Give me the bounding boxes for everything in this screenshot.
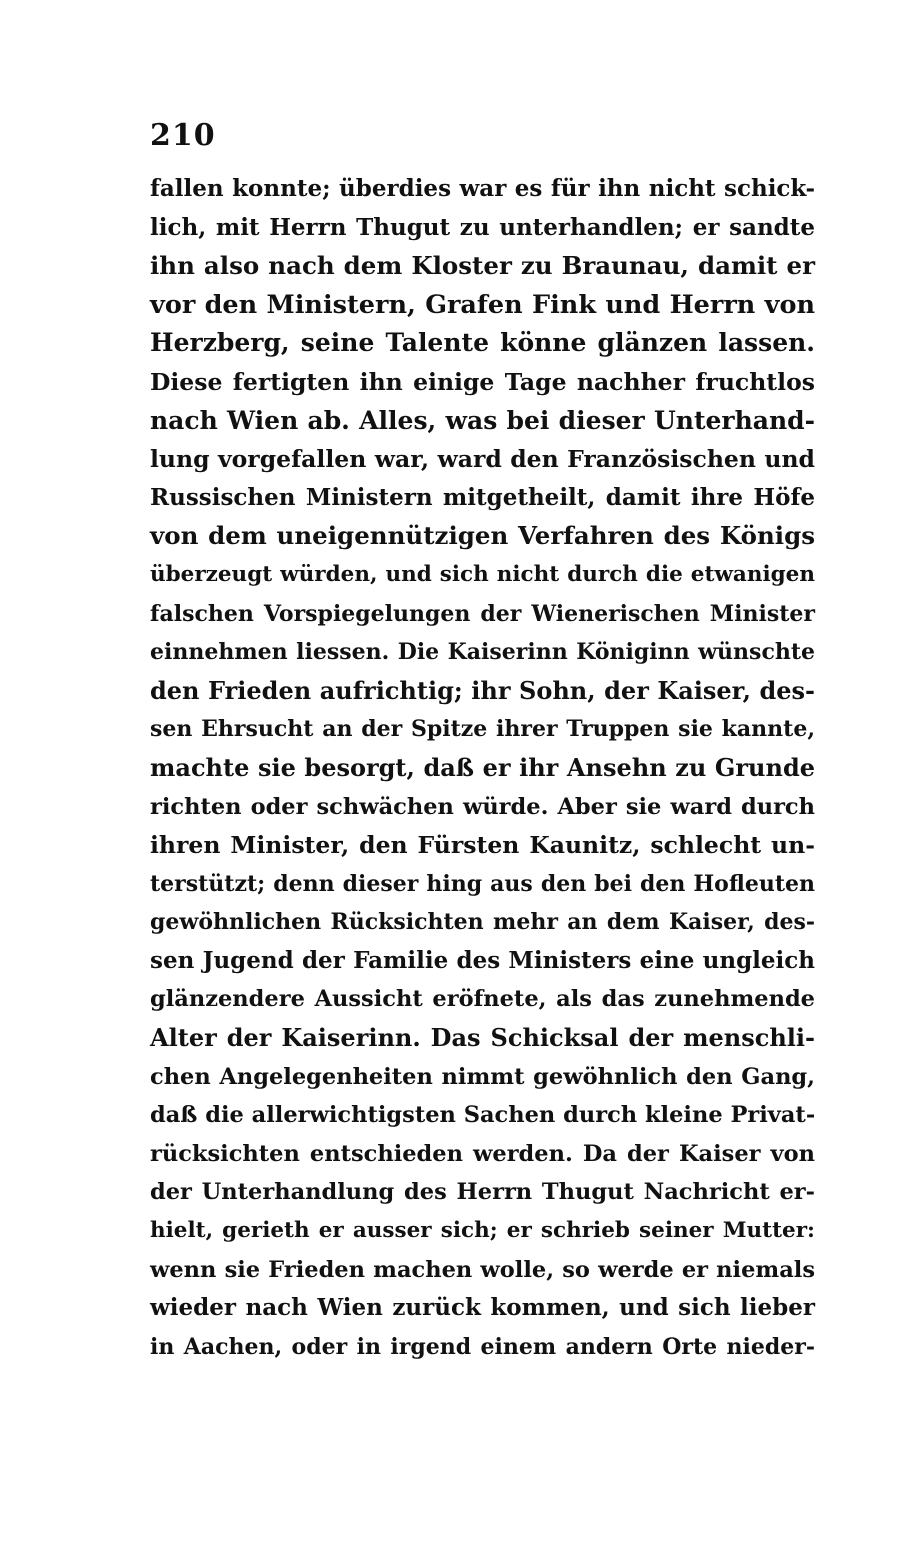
text-line: richten oder schwächen würde. Aber sie ward durch	[150, 793, 815, 820]
text-line: daß die allerwichtigsten Sachen durch kleine Privat-	[150, 1102, 816, 1129]
text-line: vor den Ministern, Grafen Fink und Herrn von	[150, 289, 815, 320]
text-line: wieder nach Wien zurück kommen, und sich lieber	[150, 1294, 815, 1322]
text-line: machte sie besorgt, daß er ihr Ansehn zu Grunde	[150, 752, 815, 782]
text-line: Herzberg, seine Talente könne glänzen lassen.	[150, 328, 815, 358]
text-line: hielt, gerieth er ausser sich; er schrieb seiner Mutter:	[150, 1218, 815, 1244]
text-line: lich, mit Herrn Thugut zu unterhandlen; er sandte	[150, 213, 815, 241]
page-number: 210	[150, 118, 216, 153]
text-line: einnehmen liessen. Die Kaiserinn Königinn wünschte	[150, 639, 815, 666]
text-line: gewöhnlichen Rücksichten mehr an dem Kaiser, des-	[150, 909, 815, 936]
body-text	[150, 170, 815, 1366]
text-line: wenn sie Frieden machen wolle, so werde er niemals	[150, 1256, 815, 1283]
text-line: sen Ehrsucht an der Spitze ihrer Truppen sie kannte,	[150, 716, 815, 743]
text-line: lung vorgefallen war, ward den Französischen und	[150, 445, 815, 474]
text-line: in Aachen, oder in irgend einem andern Orte nieder-	[150, 1333, 815, 1360]
text-line: glänzendere Aussicht eröfnete, als das zunehmende	[150, 986, 815, 1013]
text-line: falschen Vorspiegelungen der Wienerischen Minister	[150, 600, 815, 627]
text-line: der Unterhandlung des Herrn Thugut Nachricht er-	[150, 1179, 815, 1206]
text-line: terstützt; denn dieser hing aus den bei den Hofleuten	[150, 870, 815, 897]
text-line: nach Wien ab. Alles, was bei dieser Unterhand-	[150, 405, 815, 435]
text-line: Russischen Ministern mitgetheilt, damit ihre Höfe	[150, 483, 815, 511]
text-line: Diese fertigten ihn einige Tage nachher fruchtlos	[150, 367, 815, 396]
text-line: fallen konnte; überdies war es für ihn nicht schick-	[150, 175, 815, 202]
text-line: rücksichten entschieden werden. Da der Kaiser von	[150, 1140, 815, 1167]
text-line: den Frieden aufrichtig; ihr Sohn, der Kaiser, des-	[150, 675, 815, 705]
text-line: überzeugt würden, und sich nicht durch die etwanigen	[150, 561, 815, 587]
text-line: Alter der Kaiserinn. Das Schicksal der menschli-	[150, 1023, 815, 1053]
text-line: von dem uneigennützigen Verfahren des Königs	[150, 521, 815, 551]
text-line: ihren Minister, den Fürsten Kaunitz, schlecht un-	[150, 831, 815, 860]
text-line: sen Jugend der Familie des Ministers eine ungleich	[150, 946, 815, 974]
text-line: chen Angelegenheiten nimmt gewöhnlich den Gang,	[150, 1063, 815, 1090]
text-line: ihn also nach dem Kloster zu Braunau, damit er	[150, 251, 815, 281]
